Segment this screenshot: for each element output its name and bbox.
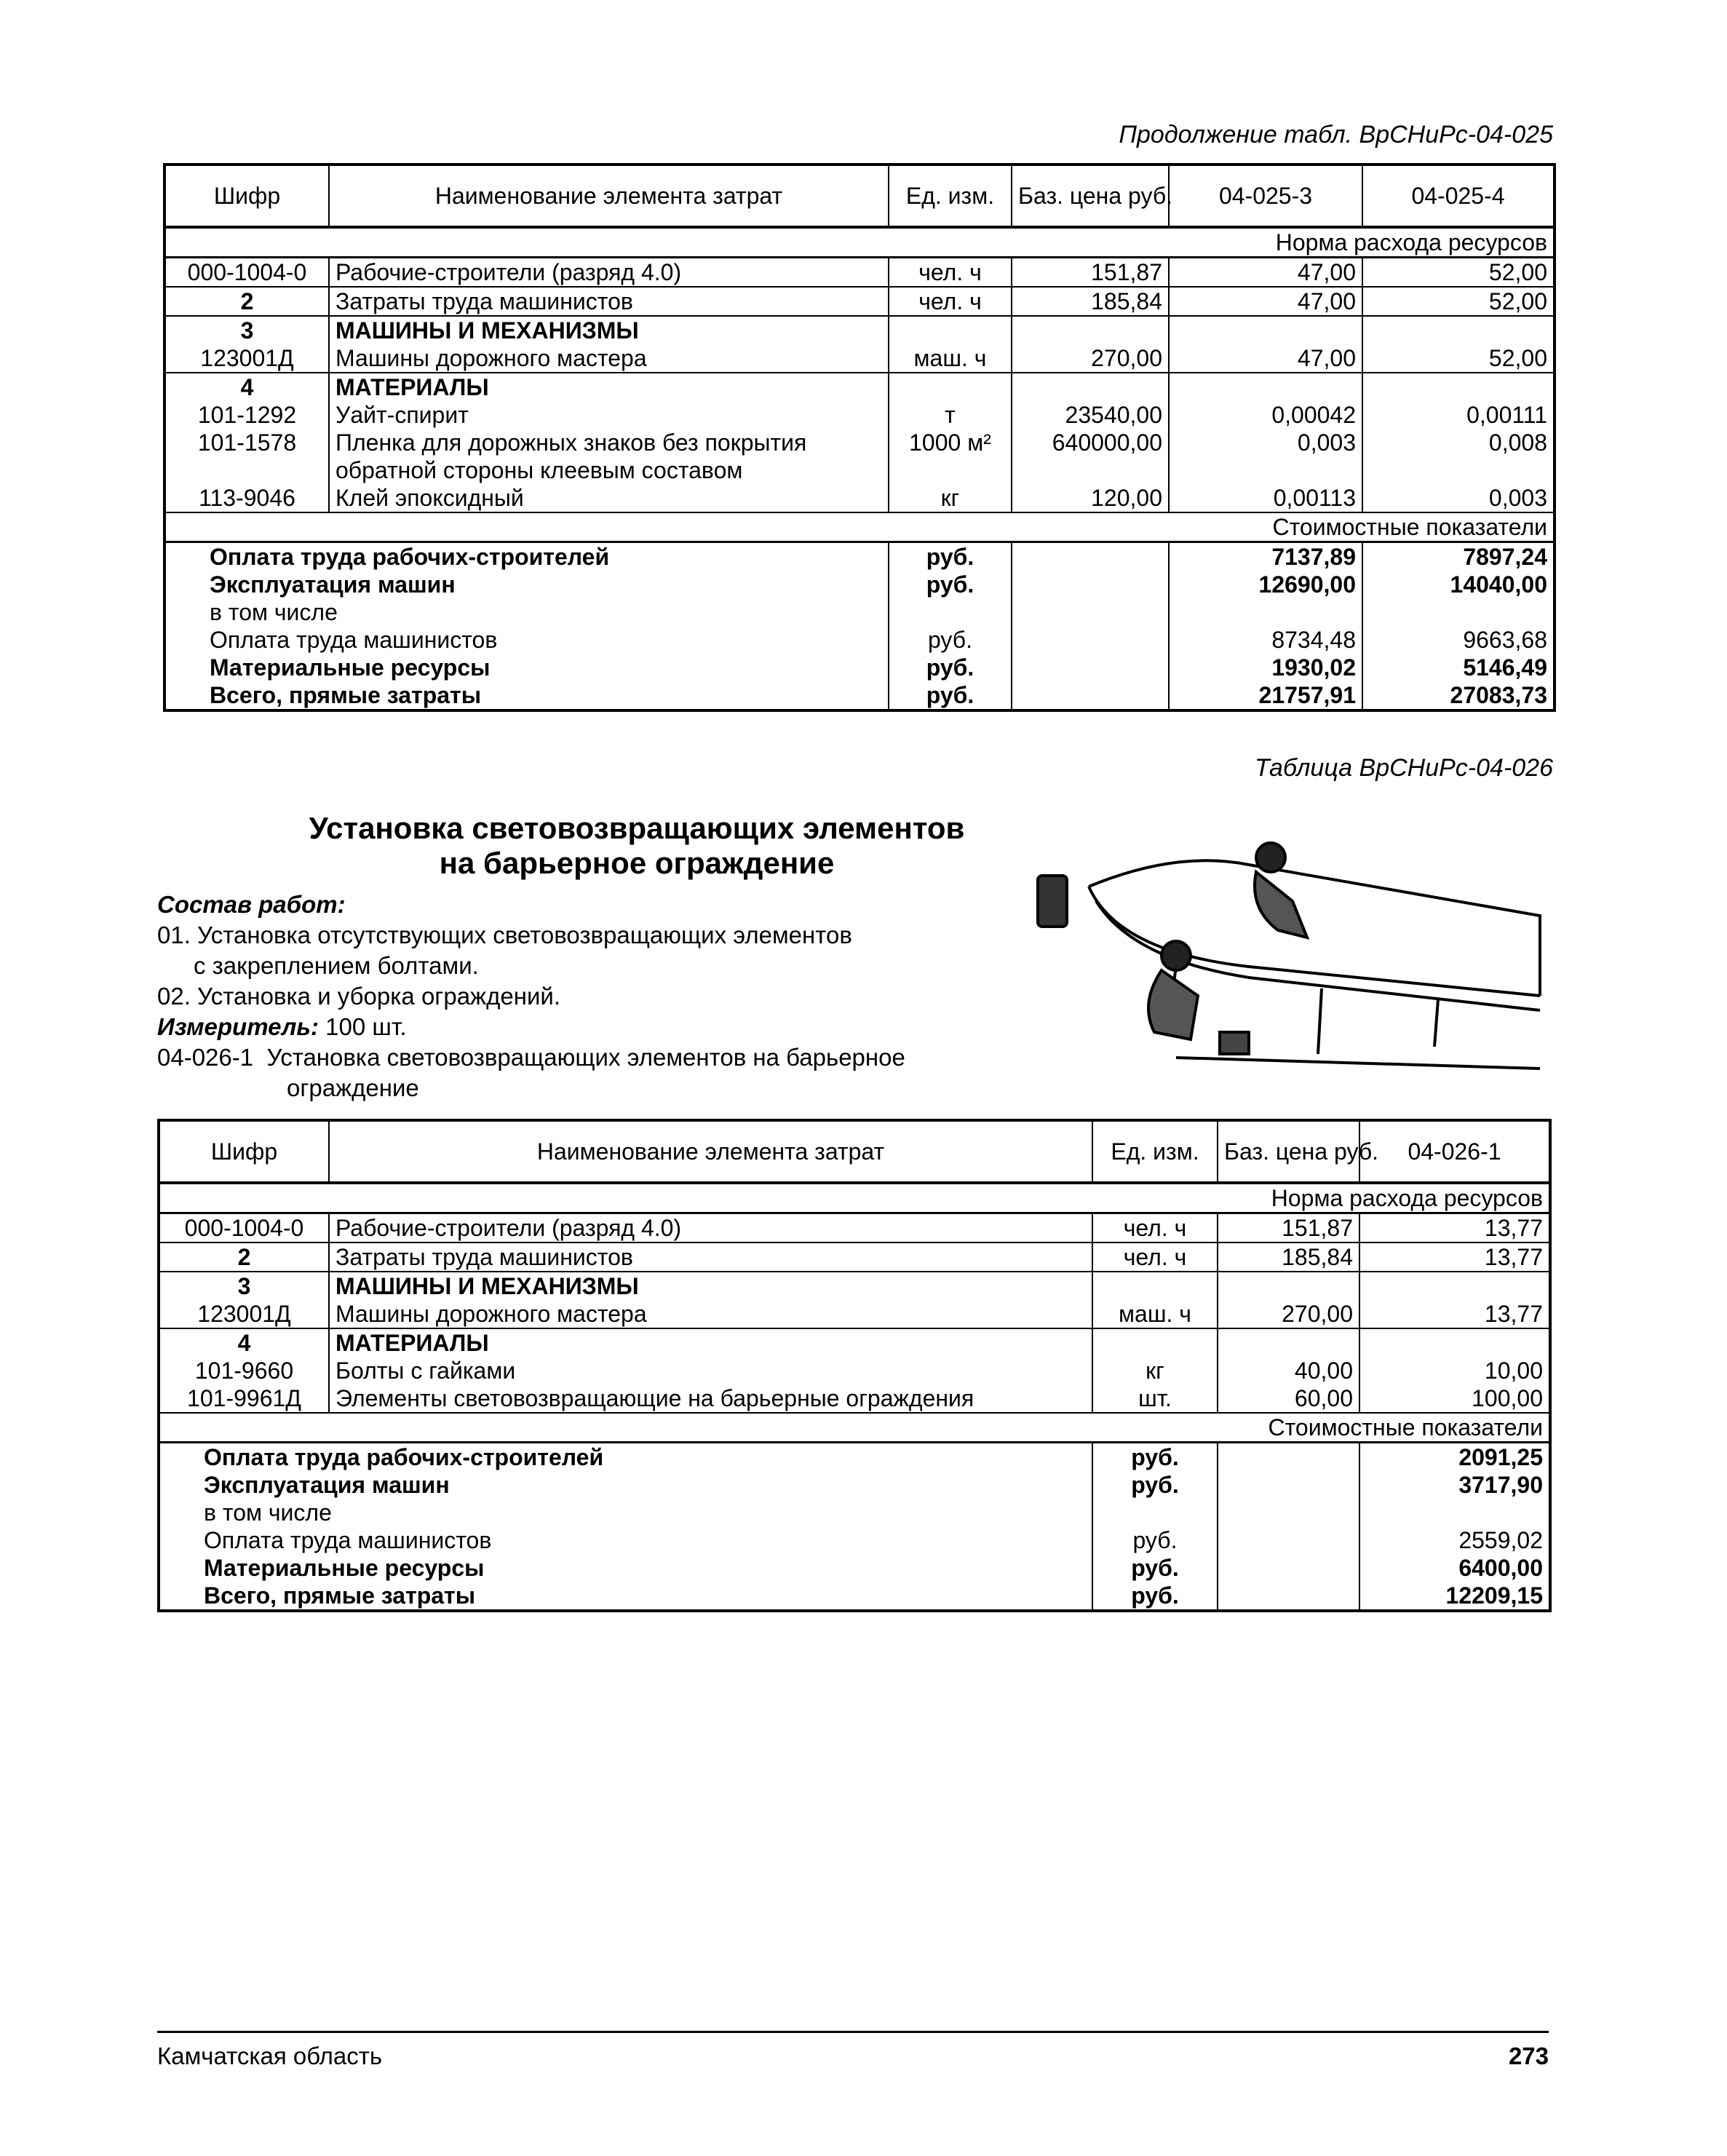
resource-name-cell [329,1243,1092,1272]
norm-value: 52,00 [1488,288,1547,314]
norm-value [1175,373,1356,401]
resource-unit: маш. ч [913,345,987,371]
base-price: 120,00 [1091,485,1162,511]
cost-unit [1099,1499,1211,1526]
resource-code: 3 [237,1273,251,1299]
resource-table-04-026 [157,1119,1552,1612]
resource-unit [895,373,1005,401]
norm-value [1175,456,1356,484]
norm-value: 0,00113 [1273,485,1356,511]
base-price-cell [1012,373,1169,512]
resource-code-cell [159,1243,329,1272]
resource-unit: чел. ч [918,259,982,285]
resource-code: 2 [237,1244,251,1270]
resource-name-cell [329,287,889,316]
resource-name: Затраты труда машинистов [336,288,633,314]
norm-value-cell [1362,287,1555,316]
cost-value: 21757,91 [1258,682,1356,708]
cost-name-cell [164,542,889,711]
resource-code [172,456,322,484]
norm-value: 0,008 [1488,429,1547,456]
cost-value: 7137,89 [1271,544,1356,570]
norm-section-row [164,227,1555,258]
base-price: 151,87 [1091,259,1162,285]
cost-price-empty [1224,1443,1353,1471]
base-price [1018,373,1162,401]
resource-unit-cell [1092,1272,1218,1328]
resource-unit-cell [889,287,1012,316]
cost-price-empty [1018,654,1162,681]
cost-unit [895,598,1005,626]
norm-value-cell [1169,258,1362,288]
resource-name: Затраты труда машинистов [336,1244,633,1270]
cost-name: Всего, прямые затраты [204,1582,476,1609]
norm-value-cell [1169,373,1362,512]
worker-head [1256,843,1285,872]
cost-value: 9663,68 [1463,627,1547,653]
cost-name: Оплата труда рабочих-строителей [204,1444,604,1470]
resource-unit-cell [1092,1243,1218,1272]
resource-unit: маш. ч [1119,1301,1191,1327]
resource-code: 3 [240,317,254,344]
cost-name-cell [159,1443,1092,1612]
norm-section-row [159,1183,1550,1213]
resource-name: Клей эпоксидный [336,485,524,511]
base-price [1224,1329,1353,1357]
norm-value: 13,77 [1484,1215,1543,1241]
resource-unit-cell [889,316,1012,373]
resource-group [164,287,1555,316]
resource-unit [1099,1272,1211,1300]
cost-name: Оплата труда рабочих-строителей [210,544,610,570]
work-item: с закреплением болтами. [194,952,479,979]
norm-value: 13,77 [1484,1244,1543,1270]
norm-value: 47,00 [1297,288,1356,314]
cost-price-empty [1018,681,1162,709]
toolbox-icon [1220,1032,1249,1054]
page-number: 273 [1508,2042,1549,2069]
footer-region: Камчатская область [157,2042,383,2069]
cost-value: 12209,15 [1445,1582,1543,1609]
item-text: Установка световозвращающих элементов на барьерное [266,1044,905,1071]
norm-value [1366,1272,1543,1300]
column-header: Шифр [159,1120,329,1183]
base-price: 270,00 [1282,1301,1353,1327]
cost-rows [164,542,1555,711]
resource-unit: шт. [1138,1385,1172,1411]
norm-value-cell [1362,258,1555,288]
base-price-cell [1012,287,1169,316]
resource-unit [895,317,1005,344]
resource-name: МАШИНЫ И МЕХАНИЗМЫ [336,1273,639,1299]
resource-unit-cell [1092,1328,1218,1413]
item-text-cont: ограждение [287,1074,419,1101]
resource-table-04-025 [163,163,1556,712]
work-description [157,889,1031,1103]
norm-value: 0,003 [1488,485,1547,511]
resource-group [164,316,1555,373]
resource-code: 113-9046 [199,485,295,511]
resource-name: обратной стороны клеевым составом [336,457,743,483]
resource-code: 101-1578 [197,429,297,456]
resource-code-cell [159,1328,329,1413]
resource-code: 000-1004-0 [187,259,307,285]
resource-unit: чел. ч [1123,1215,1187,1241]
resource-unit: чел. ч [1123,1244,1187,1270]
resource-name-cell [329,258,889,288]
norm-value [1369,317,1547,344]
resource-code: 101-9660 [194,1358,294,1384]
cost-value: 12690,00 [1258,571,1356,598]
resource-unit: чел. ч [918,288,982,314]
resource-group [164,373,1555,512]
cost-unit: руб. [926,544,974,570]
item-description [157,1042,1031,1073]
norm-value-cell [1359,1272,1550,1328]
section-label: Стоимостные показатели [159,1413,1550,1443]
column-header: Ед. изм. [1092,1120,1218,1183]
resource-code-cell [164,258,329,288]
resource-unit [1099,1329,1211,1357]
base-price: 270,00 [1091,345,1162,371]
cost-unit: руб. [1132,1527,1178,1553]
cost-rows [159,1443,1550,1612]
cost-value: 2559,02 [1458,1527,1543,1553]
barrier-top-edge [1089,860,1249,887]
norm-value: 47,00 [1297,259,1356,285]
cost-value: 14040,00 [1450,571,1547,598]
cost-price-empty [1224,1499,1353,1526]
resource-name: Пленка для дорожных знаков без покрытия [336,429,807,456]
cost-name: в том числе [204,1499,332,1526]
resource-unit: кг [940,485,960,511]
base-price: 151,87 [1282,1215,1353,1241]
cost-unit: руб. [926,682,974,708]
cost-name: Оплата труда машинистов [204,1527,492,1553]
cost-unit: руб. [1131,1555,1179,1581]
table-label: Таблица ВрСНиРс-04-026 [1254,754,1553,782]
column-header: Баз. цена руб. [1012,165,1169,227]
cost-unit: руб. [926,654,974,681]
item-code: 04-026-1 [157,1044,254,1071]
norm-value: 100,00 [1472,1385,1543,1411]
header-row [164,165,1555,227]
resource-code-cell [164,316,329,373]
base-price [1224,1272,1353,1300]
cost-price-empty [1224,1554,1353,1582]
resource-name-cell [329,1328,1092,1413]
measure [157,1012,1031,1042]
section-title [218,811,1055,881]
resource-name: Рабочие-строители (разряд 4.0) [336,1215,682,1241]
column-header: Наименование элемента затрат [329,1120,1092,1183]
cost-name: Эксплуатация машин [210,571,456,598]
norm-value [1175,317,1356,344]
base-price-cell [1012,258,1169,288]
column-header: 04-025-3 [1169,165,1362,227]
cost-value [1175,598,1356,626]
resource-code: 123001Д [200,345,294,371]
resource-unit-cell [889,258,1012,288]
work-item: 01. Установка отсутствующих световозвращающих элементов [157,922,852,948]
resource-unit-cell [1092,1213,1218,1243]
resource-group [164,258,1555,288]
base-price: 23540,00 [1065,402,1162,428]
resource-name: Машины дорожного мастера [336,1301,647,1327]
cost-value: 27083,73 [1450,682,1547,708]
base-price: 40,00 [1294,1358,1353,1384]
cost-value [1366,1499,1543,1526]
cost-name: в том числе [210,599,338,625]
cost-value-cell [1169,542,1362,711]
resource-group [159,1272,1550,1328]
header-row [159,1120,1550,1183]
base-price: 60,00 [1294,1385,1353,1411]
cost-value-cell [1359,1443,1550,1612]
resource-code: 2 [240,288,254,314]
norm-value-cell [1359,1328,1550,1413]
cost-name: Эксплуатация машин [204,1472,450,1498]
table-continuation-caption: Продолжение табл. ВрСНиРс-04-025 [1119,121,1553,148]
resource-name: МАШИНЫ И МЕХАНИЗМЫ [336,317,639,344]
cost-name: Оплата труда машинистов [210,627,498,653]
section-title-line1: Установка световозвращающих элементов [309,811,965,845]
cost-name: Материальные ресурсы [204,1555,485,1581]
resource-unit: т [945,402,956,428]
column-header: Шифр [164,165,329,227]
cost-unit-cell [889,542,1012,711]
norm-value: 13,77 [1484,1301,1543,1327]
section-title-line2: на барьерное ограждение [439,846,835,880]
base-price [1018,456,1162,484]
cost-name: Материальные ресурсы [210,654,491,681]
column-header: 04-026-1 [1359,1120,1550,1183]
norm-value: 52,00 [1488,259,1547,285]
resource-group [159,1243,1550,1272]
measure-label: Измеритель: [157,1013,319,1040]
worker-head [1162,941,1191,970]
cost-value: 7897,24 [1463,544,1547,570]
work-item: 02. Установка и уборка ограждений. [157,983,560,1010]
norm-value-cell [1362,373,1555,512]
cost-price-empty [1018,626,1162,654]
cost-value-cell [1362,542,1555,711]
base-price [1018,317,1162,344]
base-price-cell [1218,1243,1359,1272]
base-price-cell [1218,1272,1359,1328]
cost-name: Всего, прямые затраты [210,682,482,708]
norm-value: 0,00111 [1466,402,1547,428]
cost-unit: руб. [927,627,972,653]
cost-value: 6400,00 [1458,1555,1543,1581]
resource-name-cell [329,373,889,512]
resource-code: 4 [237,1330,251,1356]
resource-code-cell [164,373,329,512]
cost-value: 5146,49 [1463,654,1547,681]
base-price-cell [1012,316,1169,373]
resource-name: Машины дорожного мастера [336,345,647,371]
base-price: 185,84 [1091,288,1162,314]
resource-name: Рабочие-строители (разряд 4.0) [336,259,682,285]
section-label: Норма расхода ресурсов [164,227,1555,258]
resource-group [159,1328,1550,1413]
cost-value [1369,598,1547,626]
norm-value-cell [1359,1243,1550,1272]
cost-price-cell [1218,1443,1359,1612]
resource-name: Элементы световозвращающие на барьерные ограждения [336,1385,974,1411]
cost-value: 3717,90 [1458,1472,1543,1498]
base-price-cell [1218,1213,1359,1243]
cost-section-row [164,512,1555,542]
footer-divider [157,2031,1549,2033]
resource-name: Болты с гайками [336,1358,516,1384]
cost-unit: руб. [1131,1472,1179,1498]
norm-value-cell [1359,1213,1550,1243]
cost-unit: руб. [1131,1582,1179,1609]
resource-name-cell [329,1213,1092,1243]
norm-value: 10,00 [1484,1358,1543,1384]
norm-value [1366,1329,1543,1357]
cost-price-empty [1018,543,1162,571]
resource-group [159,1213,1550,1243]
base-price: 640000,00 [1052,429,1162,456]
norm-value: 0,00042 [1271,402,1356,428]
section-label: Стоимостные показатели [164,512,1555,542]
cost-value: 8734,48 [1271,627,1356,653]
resource-code: 123001Д [197,1301,291,1327]
resource-name: МАТЕРИАЛЫ [336,374,489,400]
work-label: Состав работ: [157,891,346,918]
lantern-icon [1038,876,1067,927]
column-header: Наименование элемента затрат [329,165,889,227]
resource-name: МАТЕРИАЛЫ [336,1330,489,1356]
measure-value: 100 шт. [325,1013,407,1040]
cost-price-empty [1018,571,1162,598]
resource-code: 000-1004-0 [184,1215,304,1241]
resource-name-cell [329,1272,1092,1328]
resource-code-cell [159,1272,329,1328]
column-header: Ед. изм. [889,165,1012,227]
norm-value-cell [1169,316,1362,373]
column-header: Баз. цена руб. [1218,1120,1359,1183]
cost-section-row [159,1413,1550,1443]
norm-value [1369,456,1547,484]
resource-unit-cell [889,373,1012,512]
norm-value-cell [1362,316,1555,373]
column-header: 04-025-4 [1362,165,1555,227]
section-label: Норма расхода ресурсов [159,1183,1550,1213]
cost-price-empty [1224,1526,1353,1554]
resource-unit [895,456,1005,484]
resource-name-cell [329,316,889,373]
resource-unit: 1000 м² [909,429,991,456]
norm-value: 47,00 [1297,345,1356,371]
cost-price-empty [1224,1471,1353,1499]
base-price: 185,84 [1282,1244,1353,1270]
resource-unit: кг [1146,1358,1164,1384]
cost-unit: руб. [926,571,974,598]
norm-value-cell [1169,287,1362,316]
cost-value: 2091,25 [1458,1444,1543,1470]
cost-price-cell [1012,542,1169,711]
resource-code: 101-9961Д [187,1385,301,1411]
workers-illustration [1031,836,1555,1076]
resource-code-cell [164,287,329,316]
resource-code-cell [159,1213,329,1243]
cost-price-empty [1018,598,1162,626]
base-price-cell [1218,1328,1359,1413]
resource-code: 4 [240,374,254,400]
cost-value: 1930,02 [1271,654,1356,681]
ground-line [1176,1058,1540,1069]
resource-code: 101-1292 [197,402,297,428]
norm-value: 0,003 [1297,429,1356,456]
cost-unit: руб. [1131,1444,1179,1470]
norm-value [1369,373,1547,401]
norm-value: 52,00 [1488,345,1547,371]
cost-price-empty [1224,1582,1353,1609]
cost-unit-cell [1092,1443,1218,1612]
resource-name: Уайт-спирит [336,402,469,428]
